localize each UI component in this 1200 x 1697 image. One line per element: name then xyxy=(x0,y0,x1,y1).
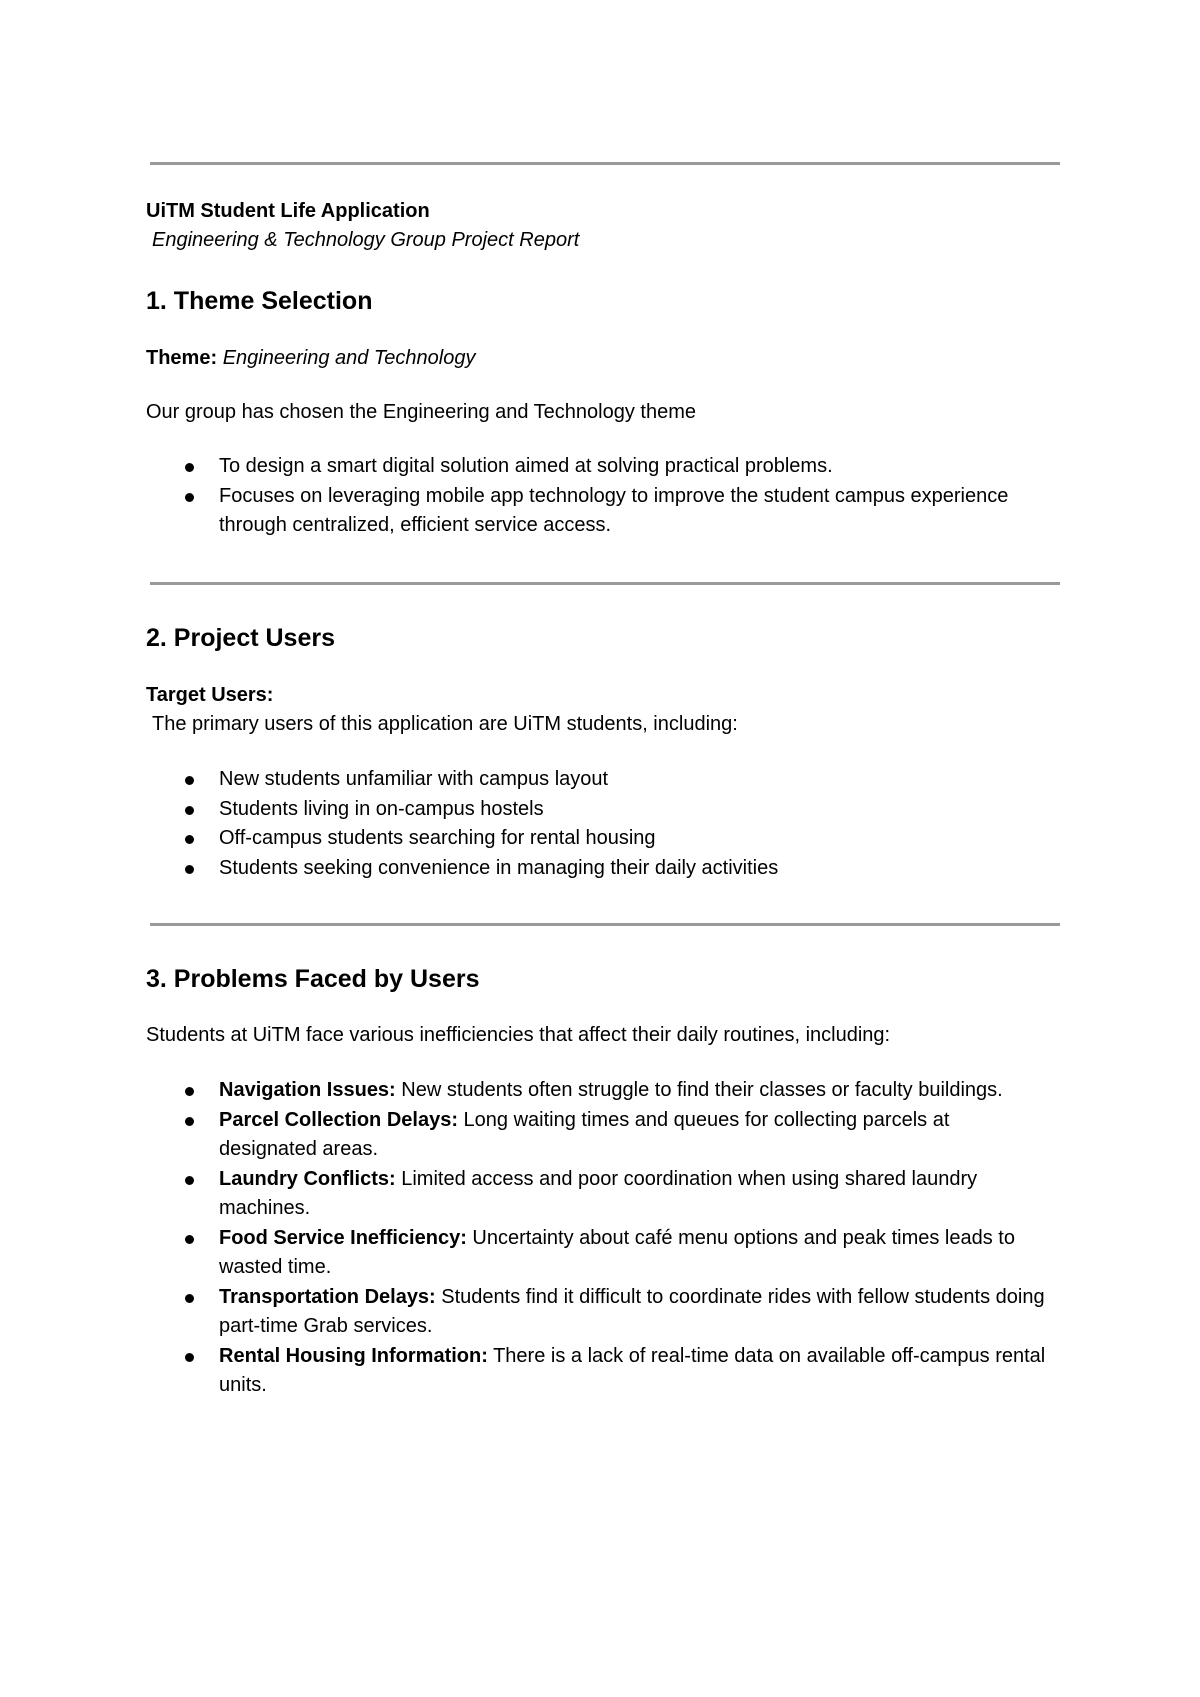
bullet-icon xyxy=(185,1235,194,1244)
list-item: Rental Housing Information: There is a lack of real-time data on available off-campus rental units. xyxy=(0,1342,1049,1401)
horizontal-rule-top xyxy=(150,162,1060,165)
problems-bullet-list xyxy=(0,1076,1049,1401)
list-item: Navigation Issues: New students often struggle to find their classes or faculty buildings. xyxy=(0,1076,1049,1106)
list-item: Students seeking convenience in managing their daily activities xyxy=(0,854,1049,884)
bullet-icon xyxy=(185,865,194,874)
problems-intro: Students at UiTM face various inefficiencies that affect their daily routines, including: xyxy=(146,1024,891,1046)
bullet-icon xyxy=(185,806,194,815)
users-bullet-list xyxy=(0,765,1049,883)
report-subtitle: Engineering & Technology Group Project Report xyxy=(152,229,580,251)
bullet-icon xyxy=(185,463,194,472)
theme-bullet-list xyxy=(0,452,1049,541)
list-item: To design a smart digital solution aimed at solving practical problems. xyxy=(0,452,1049,482)
bullet-icon xyxy=(185,1294,194,1303)
list-item: Focuses on leveraging mobile app technology to improve the student campus experience through centralized, efficient service access. xyxy=(0,482,1049,541)
list-item: Off-campus students searching for rental housing xyxy=(0,824,1049,854)
target-users-label: Target Users: xyxy=(146,684,274,706)
app-title: UiTM Student Life Application xyxy=(146,200,430,222)
theme-intro: Our group has chosen the Engineering and Technology theme xyxy=(146,401,697,423)
bullet-icon xyxy=(185,1353,194,1362)
bullet-icon xyxy=(185,835,194,844)
bullet-icon xyxy=(185,493,194,502)
section-heading-theme: 1. Theme Selection xyxy=(146,287,373,315)
list-item: New students unfamiliar with campus layout xyxy=(0,765,1049,795)
horizontal-rule-1 xyxy=(150,582,1060,585)
bullet-icon xyxy=(185,1117,194,1126)
bullet-icon xyxy=(185,776,194,785)
list-item: Students living in on-campus hostels xyxy=(0,795,1049,825)
list-item: Transportation Delays: Students find it difficult to coordinate rides with fellow students doing part-time Grab services. xyxy=(0,1283,1049,1342)
section-heading-users: 2. Project Users xyxy=(146,624,335,652)
users-intro: The primary users of this application are UiTM students, including: xyxy=(152,713,738,735)
bullet-icon xyxy=(185,1176,194,1185)
list-item: Parcel Collection Delays: Long waiting times and queues for collecting parcels at designated areas. xyxy=(0,1106,1049,1165)
theme-line xyxy=(146,347,475,370)
bullet-icon xyxy=(185,1087,194,1096)
theme-label: Theme: xyxy=(146,347,218,369)
theme-value: Engineering and Technology xyxy=(222,347,476,369)
list-item: Food Service Inefficiency: Uncertainty about café menu options and peak times leads to wasted time. xyxy=(0,1224,1049,1283)
list-item: Laundry Conflicts: Limited access and poor coordination when using shared laundry machines. xyxy=(0,1165,1049,1224)
section-heading-problems: 3. Problems Faced by Users xyxy=(146,965,480,993)
horizontal-rule-2 xyxy=(150,923,1060,926)
